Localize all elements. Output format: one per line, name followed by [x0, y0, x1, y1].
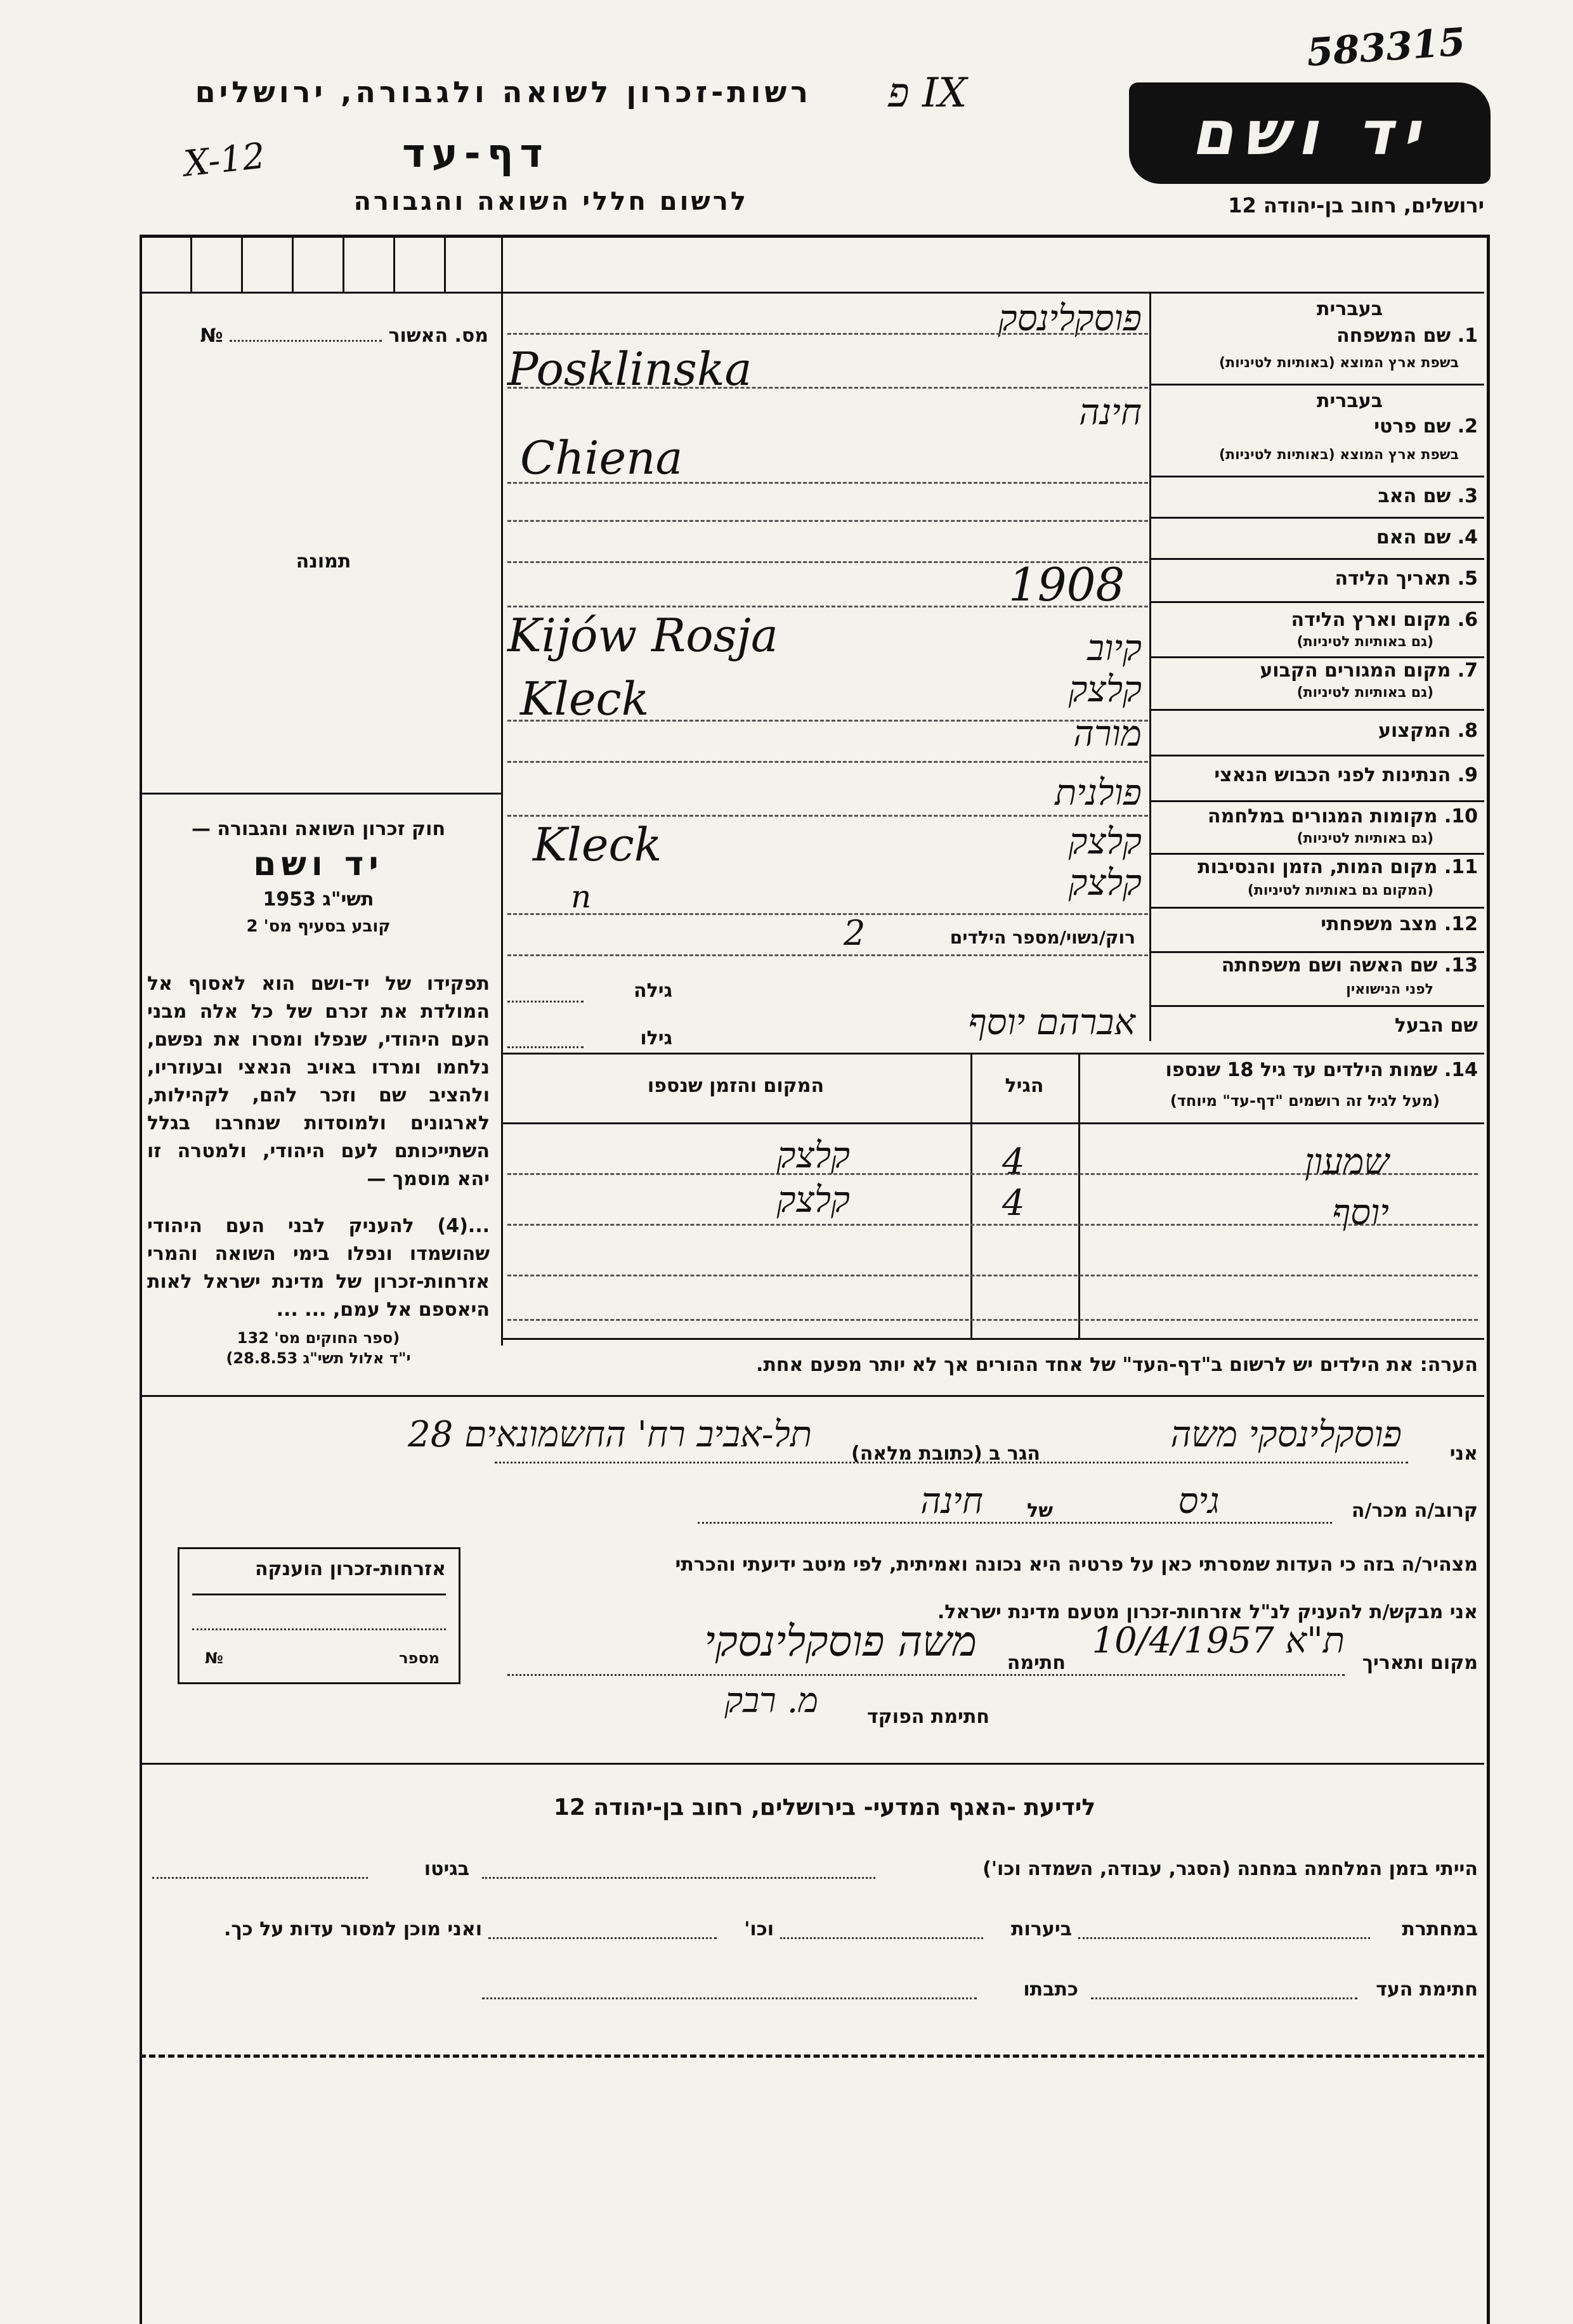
- receipt-field: [190, 325, 488, 347]
- footer-forests-blank[interactable]: [780, 1937, 983, 1939]
- law-clause: קובע בסעיף מס' 2: [246, 917, 391, 936]
- f2-hebrew-tag: בעברית: [1317, 390, 1383, 412]
- grid-line: [190, 236, 192, 292]
- law-name: יד ושם: [253, 845, 384, 883]
- f8-value: מורה: [1073, 713, 1142, 755]
- f1-sublabel: בשפת ארץ המוצא (באותיות לטיניות): [1219, 355, 1459, 371]
- field-line: [1151, 476, 1484, 477]
- footer-witness-sign-blank[interactable]: [1091, 1997, 1357, 1999]
- f11-label: 11. מקום המות, הזמן והנסיבות: [1198, 856, 1478, 878]
- relation-line: [698, 1522, 1332, 1524]
- field-dash: [507, 482, 1148, 484]
- footer-witness-sign-label: חתימת העד: [1376, 1978, 1478, 2001]
- f3-label: 3. שם האב: [1378, 485, 1478, 507]
- address-line: [495, 1462, 1408, 1464]
- footer-address-blank[interactable]: [482, 1997, 977, 1999]
- f1-value-hebrew: פוסקלינסק: [998, 298, 1142, 339]
- relation-value: גיס: [1178, 1481, 1220, 1522]
- footer-etc-label: וכו': [744, 1918, 774, 1940]
- child-2-name: יוסף: [1332, 1192, 1389, 1233]
- declarant-signature: משה פוסקלינסקי: [704, 1617, 977, 1666]
- citizenship-request: אני מבקש/ת להעניק לנ"ל אזרחות-זכרון מטעם מדינת ישראל.: [937, 1601, 1478, 1623]
- children-row-line: [507, 1275, 1478, 1276]
- field-dash: [507, 761, 1148, 763]
- grid-line: [444, 236, 446, 292]
- grid-line: [343, 236, 344, 292]
- place-header: המקום והזמן שנספו: [647, 1075, 825, 1097]
- f4-label: 4. שם האם: [1376, 526, 1478, 549]
- children-row-line: [507, 1319, 1478, 1321]
- footer-underground-blank[interactable]: [1078, 1937, 1370, 1939]
- f6-sublabel: (גם באותיות לטיניות): [1296, 634, 1433, 650]
- law-year: תשי"ג 1953: [263, 888, 374, 911]
- box-number-symbol: №: [205, 1649, 223, 1667]
- footer-camp-label: הייתי בזמן המלחמה במחנה (הסגר, עבודה, השמדה וכו'): [982, 1858, 1478, 1880]
- declaration-top-line: [141, 1395, 1484, 1397]
- box-line: [192, 1594, 446, 1595]
- f7-value-hebrew: קלצק: [1068, 669, 1142, 710]
- f11-value-place: קלצק: [1068, 862, 1142, 904]
- children-note: הערה: את הילדים יש לרשום ב"דף-העד" של אחד ההורים אך לא יותר מפעם אחת.: [756, 1354, 1478, 1376]
- relative-label: קרוב/ה מכר/ה: [1351, 1500, 1478, 1522]
- grid-line: [292, 236, 294, 292]
- citizenship-box: [178, 1547, 460, 1684]
- declaration-statement: מצהיר/ה בזה כי העדות שמסרתי כאן על פרטיה היא נכונה ואמיתית, לפי מיטב ידיעתי והכרתי: [675, 1554, 1478, 1576]
- receipt-no-symbol: №: [200, 325, 223, 347]
- law-source: (ספר החוקים מס' 132: [237, 1329, 400, 1347]
- footer-forests-label: ביערות: [1011, 1918, 1072, 1940]
- field-line: [1151, 755, 1484, 756]
- husband-age-label: גילו: [640, 1027, 672, 1049]
- note-top-line: [502, 1338, 1484, 1340]
- footer-top-line: [141, 1763, 1484, 1765]
- footer-underground-label: במחתרת: [1402, 1918, 1478, 1940]
- f2-sublabel: בשפת ארץ המוצא (באותיות לטיניות): [1219, 447, 1459, 463]
- form-bottom-border: [140, 2055, 1484, 2058]
- field-dash: [507, 815, 1148, 817]
- f1-hebrew-tag: בעברית: [1317, 298, 1383, 320]
- f6-value-latin: Kijów Rosja: [507, 609, 778, 662]
- field-line: [1151, 384, 1484, 386]
- children-col-divider: [970, 1053, 972, 1338]
- law-paragraph-1: תפקידו של יד-ושם הוא לאסוף אל המולדת את זכרם של כל אלה מבני העם היהודי, שנפלו ומסרו את נפשם, נלחמו ומרדו באויב הנאצי ובעוזריו, ולהציב שם וזכר להם, לקהילות, לארגונים ולמוסדות שנחרבו בגלל השתייכותם לעם היהודי, ולמטרה זו יהא מוסמך —: [147, 973, 490, 1190]
- law-source-date: י"ד אלול תשי"ג 28.8.53): [226, 1349, 411, 1367]
- place-date-value: ת"א 10/4/1957: [1092, 1620, 1345, 1661]
- declarant-i-label: אני: [1449, 1443, 1478, 1465]
- f2-value-hebrew: חינה: [1079, 392, 1142, 433]
- children-table-top: [502, 1053, 1484, 1055]
- footer-address-label: כתבתו: [1023, 1978, 1078, 2001]
- clerk-label: חתימת הפוקד: [867, 1706, 989, 1728]
- child-2-place: קלצק: [776, 1179, 850, 1221]
- declarant-name: פוסקלינסקי משה: [1170, 1414, 1402, 1455]
- field-line: [1151, 1005, 1484, 1007]
- law-paragraph-2: ...(4) להעניק לבני העם היהודי שהושמדו ונפלו בימי השואה והמרי אזרחות-זכרון של מדינת ישראל לאות היאספם אל עמם, ... ...: [147, 1215, 490, 1321]
- f10-value-latin: Kleck: [533, 818, 662, 871]
- f13-sublabel: לפני הנישואין: [1346, 982, 1433, 997]
- husband-value: אברהם יוסף: [968, 1002, 1135, 1043]
- law-intro: חוק זכרון השואה והגבורה —: [191, 818, 446, 840]
- grid-line: [393, 236, 395, 292]
- field-line: [1151, 907, 1484, 909]
- f6-label: 6. מקום וארץ הלידה: [1291, 609, 1478, 631]
- footer-testimony-label: ואני מוכן למסור עדות על כך.: [224, 1918, 482, 1940]
- husband-label: שם הבעל: [1394, 1015, 1478, 1037]
- f9-label: 9. הנתינות לפני הכבוש הנאצי: [1214, 764, 1478, 786]
- field-line: [1151, 853, 1484, 855]
- f7-sublabel: (גם באותיות לטיניות): [1296, 685, 1433, 701]
- f13-label: 13. שם האשה ושם משפחתה: [1221, 954, 1478, 977]
- f12-options: רוק/נשוי/מספר הילדים: [950, 927, 1135, 948]
- f10-label: 10. מקומות המגורים במלחמה: [1208, 805, 1478, 828]
- f5-label: 5. תאריך הלידה: [1335, 568, 1478, 590]
- of-label: של: [1027, 1500, 1053, 1522]
- f12-children-count: 2: [844, 913, 866, 953]
- field-dash: [507, 387, 1148, 389]
- children-col-divider: [1078, 1053, 1080, 1338]
- field-line: [1151, 951, 1484, 953]
- left-column-divider: [501, 236, 503, 1346]
- footer-etc-blank[interactable]: [488, 1937, 717, 1939]
- field-line: [1151, 709, 1484, 711]
- handwritten-x12: X-12: [181, 135, 268, 185]
- declarant-address: תל-אביב רח' החשמונאים 28: [408, 1414, 812, 1455]
- field-line: [1151, 601, 1484, 603]
- children-title: 14. שמות הילדים עד גיל 18 שנספו: [1165, 1059, 1478, 1081]
- receipt-blank[interactable]: [230, 340, 382, 342]
- footer-ghetto-blank[interactable]: [152, 1877, 368, 1879]
- husband-age-blank[interactable]: [507, 1046, 584, 1048]
- law-block: [147, 799, 490, 936]
- footer-title: לידיעת -האגף המדעי- בירושלים, רחוב בן-יהודה 12: [553, 1795, 1096, 1821]
- children-table-header-line: [502, 1122, 1484, 1124]
- law-text: [147, 970, 490, 1368]
- archive-number: 583315: [1305, 20, 1467, 75]
- field-dash: [507, 913, 1148, 915]
- grid-line: [241, 236, 243, 292]
- clerk-signature: מ. רבק: [724, 1680, 818, 1720]
- footer-ghetto-label: בגיטו: [424, 1858, 469, 1880]
- f7-label: 7. מקום המגורים הקבוע: [1260, 659, 1478, 682]
- box-line[interactable]: [192, 1628, 446, 1630]
- organization-line: רשות-זכרון לשואה ולגבורה, ירושלים: [195, 75, 812, 109]
- f6-value-hebrew: קיוב: [1087, 628, 1142, 669]
- f7-value-latin: Kleck: [520, 672, 649, 725]
- photo-bottom-line: [141, 793, 502, 795]
- f2-label: 2. שם פרטי: [1374, 415, 1478, 438]
- field-line: [1151, 800, 1484, 802]
- child-1-age: 4: [1002, 1141, 1025, 1183]
- f10-sublabel: (גם באותיות לטיניות): [1296, 831, 1433, 847]
- grid-line: [502, 292, 1484, 294]
- field-line: [1151, 558, 1484, 560]
- form-purpose: לרשום חללי השואה והגבורה: [353, 187, 748, 216]
- f8-label: 8. המקצוע: [1378, 720, 1478, 742]
- field-dash: [507, 520, 1148, 522]
- f5-value: 1908: [1008, 558, 1125, 611]
- receipt-label: מס. האשור: [388, 325, 488, 347]
- f9-value: פולנית: [1055, 772, 1142, 814]
- child-1-name: שמעון: [1304, 1141, 1389, 1183]
- field-dash: [507, 333, 1148, 335]
- of-value: חינה: [920, 1481, 983, 1522]
- f10-value-hebrew: קלצק: [1068, 821, 1142, 862]
- child-2-age: 4: [1002, 1183, 1025, 1224]
- address-label: הגר ב (כתובת מלאה): [851, 1443, 1040, 1465]
- f1-label: 1. שם המשפחה: [1336, 325, 1478, 347]
- box-number-label: מספר: [399, 1649, 440, 1667]
- signature-line: [507, 1674, 1345, 1676]
- footer-camp-blank[interactable]: [482, 1877, 875, 1879]
- f2-value-latin: Chiena: [520, 431, 683, 484]
- form-title: דף-עד: [402, 130, 549, 176]
- handwritten-mark: פ IX: [888, 70, 967, 117]
- signature-label: חתימה: [1007, 1652, 1066, 1674]
- children-subtitle: (מעל לגיל זה רושמים "דף-עד" מיוחד): [1170, 1092, 1440, 1110]
- f11-sublabel: (המקום גם באותיות לטיניות): [1247, 883, 1433, 899]
- wife-age-label: גילה: [634, 980, 672, 1002]
- f12-label: 12. מצב משפחתי: [1321, 913, 1478, 935]
- place-date-label: מקום ותאריך: [1362, 1652, 1478, 1674]
- child-1-place: קלצק: [776, 1135, 850, 1176]
- field-line: [1151, 656, 1484, 658]
- f11-value-mark: n: [571, 878, 592, 915]
- label-column-divider: [1149, 293, 1151, 1041]
- wife-age-blank[interactable]: [507, 1001, 584, 1003]
- photo-label: תמונה: [296, 550, 351, 573]
- citizenship-box-title: אזרחות-זכרון הוענקה: [254, 1558, 446, 1580]
- f1-value-latin: Posklinska: [507, 342, 752, 396]
- age-header: הגיל: [1005, 1075, 1044, 1097]
- office-address: ירושלים, רחוב בן-יהודה 12: [1228, 193, 1484, 217]
- grid-line: [141, 292, 502, 294]
- field-dash: [507, 606, 1148, 607]
- field-dash: [507, 954, 1148, 956]
- field-line: [1151, 517, 1484, 519]
- yad-vashem-logo: יד ושם: [1129, 82, 1491, 184]
